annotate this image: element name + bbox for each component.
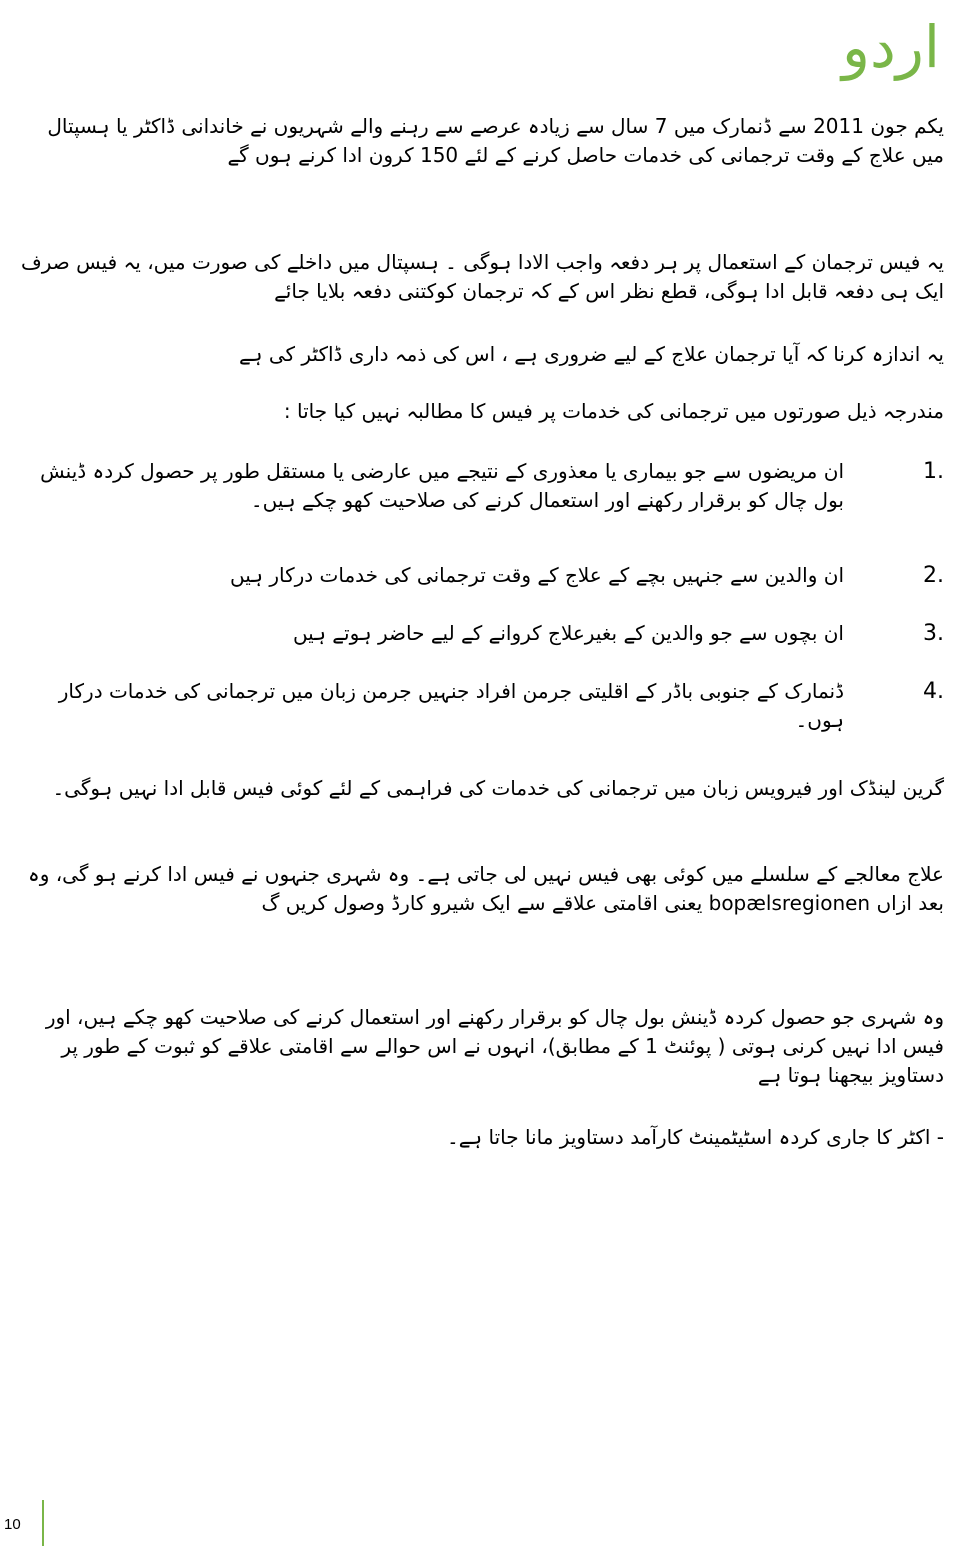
paragraph-exemptions-intro: مندرجہ ذیل صورتوں میں ترجمانی کی خدمات پر فیس کا مطالبہ نہیں کیا جاتا : [283,399,944,423]
page-title: اردو [842,13,940,81]
list-item [12,619,944,677]
list-item-number: 3. [923,621,944,646]
document-body [12,112,944,1152]
exemptions-list [12,457,944,774]
paragraph-fee-per-use: یہ فیس ترجمان کے استعمال پر ہر دفعہ واجب الادا ہوگی ۔ ہسپتال میں داخلے کی صورت میں، یہ فیس صرف ایک ہی دفعہ قابل ادا ہوگی، قطع نظر اس کے کہ ترجمان کوکتنی دفعہ بلایا جائے [21,250,944,303]
list-item [12,561,944,619]
footer-divider [42,1500,44,1546]
list-item-text: ان بچوں سے جو والدین کے بغیرعلاج کروانے کے لیے حاضر ہوتے ہیں [292,621,844,645]
paragraph-greenlandic-faroese: گرین لینڈک اور فیرویس زبان میں ترجمانی کی خدمات کی فراہمی کے لئے کوئی فیس قابل ادا نہیں ہوگی۔ [52,776,944,800]
list-item [12,457,944,561]
list-item [12,677,944,774]
paragraph-treatment-fee: علاج معالجے کے سلسلے میں کوئی بھی فیس نہیں لی جاتی ہے۔ وہ شہری جنہوں نے فیس ادا کرنے ہو گی، وہ بعد ازاں bopælsregionen یعنی اقامتی علاقے سے ایک شیرو کارڈ وصول کریں گ [27,862,944,915]
paragraph-doctor-responsibility: یہ اندازہ کرنا کہ آیا ترجمان علاج کے لیے ضروری ہے ، اس کی ذمہ داری ڈاکٹر کی ہے [239,342,944,366]
paragraph-proof-documentation: وہ شہری جو حصول کردہ ڈینش بول چال کو برقرار رکھنے اور استعمال کرنے کی صلاحیت کھو چکے ہیں، اور فیس ادا نہیں کرنی ہوتی ( پوئنٹ 1 کے مطابق)، انہوں نے اس حوالے سے اقامتی علاقے کو ثبوت کے طور پر دستاویز بیجھنا ہوتا ہے [45,1005,944,1087]
list-item-number: 2. [923,563,944,588]
list-item-text: ان والدین سے جنہیں بچے کے علاج کے وقت ترجمانی کی خدمات درکار ہیں [229,563,844,587]
list-item-text: ڈنمارک کے جنوبی باڈر کے اقلیتی جرمن افراد جنہیں جرمن زبان میں ترجمانی کی خدمات درکار ہوں۔ [58,679,844,732]
paragraph-doctor-statement: - اکٹر کا جاری کردہ اسٹیٹمینٹ کارآمد دستاویز مانا جاتا ہے۔ [446,1125,944,1149]
list-item-number: 1. [923,459,944,484]
list-item-text: ان مریضوں سے جو بیماری یا معذوری کے نتیجے میں عارضی یا مستقل طور پر حصول کردہ ڈینش بول چال کو برقرار رکھنے اور استعمال کرنے کی صلاحیت کھو چکے ہیں۔ [40,459,844,512]
page-number: 10 [4,1516,21,1533]
list-item-number: 4. [923,679,944,704]
paragraph-fee-intro: یکم جون 2011 سے ڈنمارک میں 7 سال سے زیادہ عرصے سے رہنے والے شہریوں نے خاندانی ڈاکٹر یا ہسپتال میں علاج کے وقت ترجمانی کی خدمات حاصل کرنے کے لئے 150 کرون ادا کرنے ہوں گے [47,114,944,167]
